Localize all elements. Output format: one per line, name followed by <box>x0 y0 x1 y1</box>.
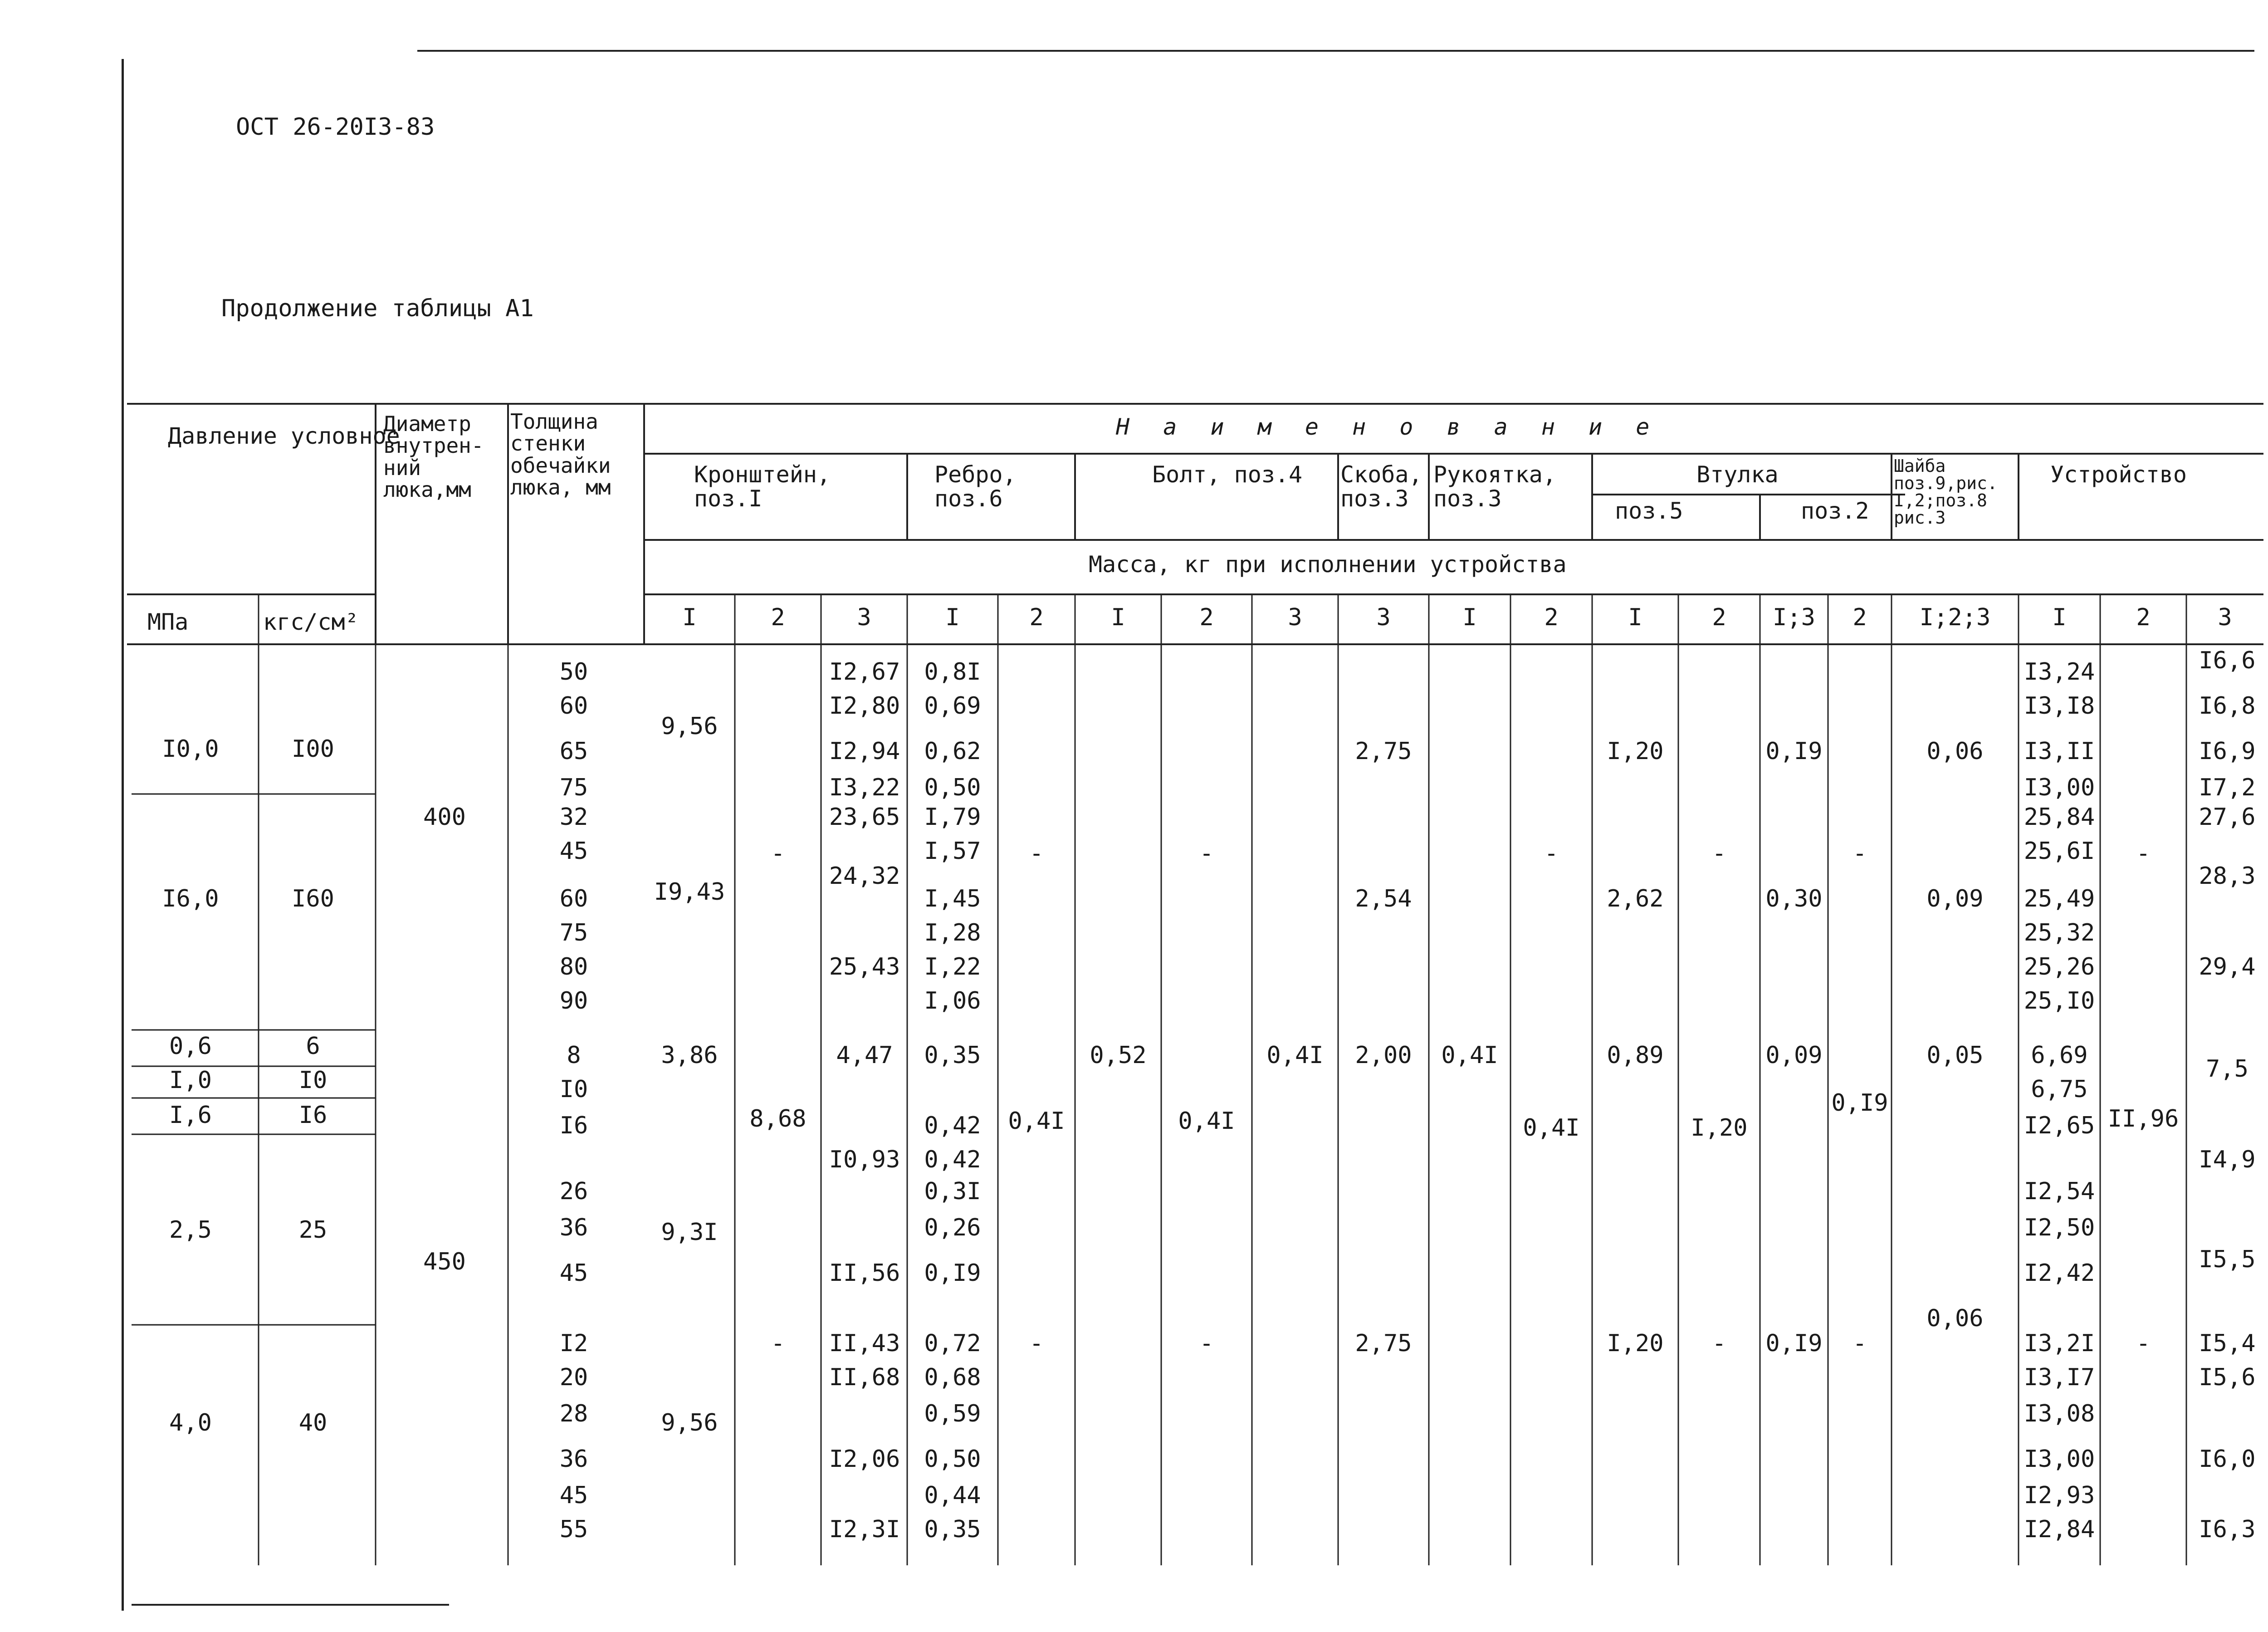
thickness-cell: 45 <box>559 838 588 865</box>
rebro-1-cell: 0,69 <box>924 692 981 720</box>
bolt-1-cell: 0,52 <box>1090 1042 1147 1069</box>
rebro-1-cell: 0,72 <box>924 1330 981 1357</box>
rukoyatka-1-cell: 0,4I <box>1441 1042 1498 1069</box>
skoba-cell: 2,75 <box>1355 1330 1412 1357</box>
vtulka5-2-cell: - <box>1712 1330 1726 1357</box>
rebro-1-cell: 0,42 <box>924 1112 981 1139</box>
vtulka2-2-cell: 0,I9 <box>1831 1089 1888 1117</box>
thickness-cell: 28 <box>559 1400 588 1427</box>
ustroistvo-header: Устройство <box>2050 461 2187 488</box>
thickness-cell: 32 <box>559 804 588 831</box>
vtulka5-2-cell: - <box>1712 840 1726 867</box>
thickness-cell: 50 <box>559 658 588 686</box>
rebro-1-cell: 0,62 <box>924 738 981 765</box>
vtulka5-1-cell: I,20 <box>1607 1330 1664 1357</box>
ustroistvo-1-cell: I2,84 <box>2024 1516 2095 1543</box>
rebro-1-cell: 0,35 <box>924 1516 981 1543</box>
kronshtein-3-cell: I2,06 <box>829 1446 900 1473</box>
ustroistvo-3-cell: I6,9 <box>2199 738 2256 765</box>
rebro-1-cell: 0,68 <box>924 1364 981 1391</box>
pressure-kgf-cell: 40 <box>298 1409 327 1436</box>
execution-label: I <box>1462 604 1477 631</box>
rebro-1-cell: I,45 <box>924 885 981 912</box>
pressure-mpa-header: МПа <box>147 609 189 635</box>
ustroistvo-1-cell: I3,08 <box>2024 1400 2095 1427</box>
kronshtein-3-cell: 23,65 <box>829 804 900 831</box>
pressure-mpa-cell: I0,0 <box>162 735 219 763</box>
thickness-cell: 8 <box>567 1042 581 1069</box>
ustroistvo-1-cell: I3,I8 <box>2024 692 2095 720</box>
ustroistvo-1-cell: I2,93 <box>2024 1482 2095 1509</box>
ustroistvo-1-cell: I2,42 <box>2024 1260 2095 1287</box>
kronshtein-3-cell: 4,47 <box>836 1042 893 1069</box>
rebro-1-cell: 0,35 <box>924 1042 981 1069</box>
ustroistvo-3-cell: I6,6 <box>2199 647 2256 674</box>
vtulka2-2-cell: - <box>1853 840 1867 867</box>
ustroistvo-1-cell: I3,I7 <box>2024 1364 2095 1391</box>
pressure-mpa-cell: 0,6 <box>169 1033 212 1060</box>
kronshtein-1-cell: 9,56 <box>661 1409 718 1436</box>
execution-label: 2 <box>1853 604 1867 631</box>
rebro-1-cell: 0,50 <box>924 774 981 801</box>
shaiba-cell: 0,05 <box>1926 1042 1984 1069</box>
diameter-cell: 400 <box>423 804 466 831</box>
execution-label: 2 <box>1029 604 1044 631</box>
kronshtein-3-cell: I3,22 <box>829 774 900 801</box>
execution-label: I <box>1628 604 1642 631</box>
rebro-header: Ребро, поз.6 <box>934 461 1017 512</box>
execution-label: I;3 <box>1773 604 1815 631</box>
pressure-header: Давление условное <box>168 423 400 449</box>
skoba-cell: 2,75 <box>1355 738 1412 765</box>
kronshtein-2-cell: - <box>771 1330 785 1357</box>
ustroistvo-1-cell: I3,00 <box>2024 1446 2095 1473</box>
kronshtein-3-cell: II,68 <box>829 1364 900 1391</box>
vtulka-header: Втулка <box>1696 461 1779 488</box>
execution-label: I <box>2052 604 2067 631</box>
mass-header: Масса, кг при исполнении устройства <box>1089 551 1567 578</box>
thickness-cell: 36 <box>559 1214 588 1241</box>
rebro-1-cell: I,22 <box>924 953 981 980</box>
kronshtein-3-cell: I2,3I <box>829 1516 900 1543</box>
rebro-1-cell: I,28 <box>924 919 981 946</box>
rebro-1-cell: 0,42 <box>924 1146 981 1173</box>
ustroistvo-2-cell: - <box>2136 840 2151 867</box>
kronshtein-3-cell: II,56 <box>829 1260 900 1287</box>
rebro-1-cell: 0,44 <box>924 1482 981 1509</box>
execution-label: 2 <box>1544 604 1559 631</box>
thickness-cell: 60 <box>559 692 588 720</box>
thickness-cell: 55 <box>559 1516 588 1543</box>
execution-label: I <box>1111 604 1125 631</box>
vtulka2-2-cell: - <box>1853 1330 1867 1357</box>
vtulka2-13-cell: 0,I9 <box>1765 1330 1823 1357</box>
pressure-mpa-cell: I,6 <box>169 1102 212 1129</box>
ustroistvo-3-cell: 7,5 <box>2206 1055 2248 1083</box>
rebro-1-cell: I,06 <box>924 987 981 1014</box>
pressure-mpa-cell: I,0 <box>169 1067 212 1094</box>
vtulka-pos5-header: поз.5 <box>1615 498 1683 524</box>
thickness-cell: 60 <box>559 885 588 912</box>
ustroistvo-1-cell: I2,50 <box>2024 1214 2095 1241</box>
ustroistvo-3-cell: 29,4 <box>2199 953 2256 980</box>
execution-label: 3 <box>857 604 871 631</box>
rebro-2-cell: 0,4I <box>1008 1108 1065 1135</box>
diameter-cell: 450 <box>423 1248 466 1275</box>
ustroistvo-3-cell: I4,9 <box>2199 1146 2256 1173</box>
kronshtein-header: Кронштейн, поз.I <box>694 461 831 512</box>
ustroistvo-1-cell: I3,24 <box>2024 658 2095 686</box>
thickness-cell: 45 <box>559 1482 588 1509</box>
ustroistvo-1-cell: I3,II <box>2024 738 2095 765</box>
thickness-cell: 80 <box>559 953 588 980</box>
vtulka5-1-cell: 0,89 <box>1607 1042 1664 1069</box>
pressure-mpa-cell: I6,0 <box>162 885 219 912</box>
execution-label: 2 <box>771 604 785 631</box>
kronshtein-1-cell: I9,43 <box>654 878 725 906</box>
kronshtein-2-cell: 8,68 <box>749 1105 807 1132</box>
pressure-kgf-cell: I6 <box>298 1102 327 1129</box>
shaiba-cell: 0,06 <box>1926 1305 1984 1332</box>
kronshtein-3-cell: I2,94 <box>829 738 900 765</box>
execution-label: 3 <box>1288 604 1302 631</box>
pressure-mpa-cell: 2,5 <box>169 1216 212 1244</box>
diameter-header: Диаметр внутрен-ний люка,мм <box>383 412 484 502</box>
ustroistvo-1-cell: 25,26 <box>2024 953 2095 980</box>
rukoyatka-2-cell: - <box>1544 840 1559 867</box>
table-caption: Продолжение таблицы А1 <box>221 295 534 322</box>
rebro-1-cell: 0,3I <box>924 1178 981 1205</box>
ustroistvo-1-cell: 6,69 <box>2031 1042 2088 1069</box>
bolt-3-cell: 0,4I <box>1266 1042 1324 1069</box>
ustroistvo-3-cell: 28,3 <box>2199 863 2256 890</box>
kronshtein-1-cell: 9,3I <box>661 1219 718 1246</box>
ustroistvo-1-cell: 25,I0 <box>2024 987 2095 1014</box>
ustroistvo-1-cell: I2,54 <box>2024 1178 2095 1205</box>
ustroistvo-3-cell: I5,5 <box>2199 1246 2256 1273</box>
rebro-1-cell: 0,26 <box>924 1214 981 1241</box>
ustroistvo-3-cell: I6,8 <box>2199 692 2256 720</box>
pressure-kgf-cell: I60 <box>292 885 334 912</box>
kronshtein-3-cell: 24,32 <box>829 863 900 890</box>
shaiba-header: Шайба поз.9,рис. I,2;поз.8 рис.3 <box>1894 456 1998 528</box>
kronshtein-3-cell: I2,80 <box>829 692 900 720</box>
vtulka5-1-cell: I,20 <box>1607 738 1664 765</box>
rebro-1-cell: 0,I9 <box>924 1260 981 1287</box>
thickness-cell: 26 <box>559 1178 588 1205</box>
vtulka2-13-cell: 0,30 <box>1765 885 1823 912</box>
execution-label: 3 <box>1376 604 1391 631</box>
thickness-cell: I2 <box>559 1330 588 1357</box>
rebro-1-cell: I,57 <box>924 838 981 865</box>
kronshtein-3-cell: 25,43 <box>829 953 900 980</box>
thickness-cell: 20 <box>559 1364 588 1391</box>
execution-label: I <box>682 604 697 631</box>
thickness-cell: 45 <box>559 1260 588 1287</box>
vtulka5-2-cell: I,20 <box>1691 1114 1748 1142</box>
ustroistvo-1-cell: 25,6I <box>2024 838 2095 865</box>
execution-label: 3 <box>2218 604 2232 631</box>
ustroistvo-1-cell: I3,2I <box>2024 1330 2095 1357</box>
execution-label: 2 <box>1199 604 1214 631</box>
thickness-cell: 75 <box>559 774 588 801</box>
pressure-kgf-cell: 6 <box>306 1033 320 1060</box>
kronshtein-3-cell: I0,93 <box>829 1146 900 1173</box>
vtulka-pos2-header: поз.2 <box>1801 498 1869 524</box>
ustroistvo-3-cell: I5,6 <box>2199 1364 2256 1391</box>
rebro-2-cell: - <box>1029 840 1044 867</box>
ustroistvo-1-cell: 25,49 <box>2024 885 2095 912</box>
ustroistvo-1-cell: I2,65 <box>2024 1112 2095 1139</box>
pressure-kgf-cell: I0 <box>298 1067 327 1094</box>
kronshtein-3-cell: II,43 <box>829 1330 900 1357</box>
rebro-1-cell: I,79 <box>924 804 981 831</box>
document-code: ОСТ 26-20I3-83 <box>236 113 435 141</box>
thickness-cell: 75 <box>559 919 588 946</box>
thickness-cell: 65 <box>559 738 588 765</box>
kronshtein-3-cell: I2,67 <box>829 658 900 686</box>
kronshtein-1-cell: 9,56 <box>661 713 718 740</box>
ustroistvo-3-cell: I5,4 <box>2199 1330 2256 1357</box>
execution-label: 2 <box>2136 604 2151 631</box>
rebro-2-cell: - <box>1029 1330 1044 1357</box>
pressure-kgf-cell: 25 <box>298 1216 327 1244</box>
vtulka2-13-cell: 0,09 <box>1765 1042 1823 1069</box>
bolt-2-cell: - <box>1199 840 1214 867</box>
pressure-mpa-cell: 4,0 <box>169 1409 212 1436</box>
thickness-cell: 90 <box>559 987 588 1014</box>
rebro-1-cell: 0,50 <box>924 1446 981 1473</box>
ustroistvo-3-cell: I6,0 <box>2199 1446 2256 1473</box>
shaiba-cell: 0,09 <box>1926 885 1984 912</box>
execution-label: I;2;3 <box>1919 604 1991 631</box>
ustroistvo-1-cell: 25,84 <box>2024 804 2095 831</box>
bolt-header: Болт, поз.4 <box>1152 461 1303 488</box>
execution-label: I <box>945 604 960 631</box>
rukoyatka-2-cell: 0,4I <box>1523 1114 1580 1142</box>
ustroistvo-1-cell: 25,32 <box>2024 919 2095 946</box>
skoba-cell: 2,54 <box>1355 885 1412 912</box>
pressure-kgf-cell: I00 <box>292 735 334 763</box>
skoba-header: Скоба, поз.3 <box>1340 461 1422 512</box>
ustroistvo-3-cell: I7,2 <box>2199 774 2256 801</box>
rebro-1-cell: 0,8I <box>924 658 981 686</box>
rebro-1-cell: 0,59 <box>924 1400 981 1427</box>
shaiba-cell: 0,06 <box>1926 738 1984 765</box>
vtulka2-13-cell: 0,I9 <box>1765 738 1823 765</box>
thickness-cell: I6 <box>559 1112 588 1139</box>
bolt-2-cell: - <box>1199 1330 1214 1357</box>
skoba-cell: 2,00 <box>1355 1042 1412 1069</box>
pressure-kgf-header: кгс/см² <box>263 609 359 635</box>
ustroistvo-2-cell: - <box>2136 1330 2151 1357</box>
name-header: Н а и м е н о в а н и е <box>1116 414 1660 440</box>
execution-label: 2 <box>1712 604 1726 631</box>
kronshtein-2-cell: - <box>771 840 785 867</box>
vtulka5-1-cell: 2,62 <box>1607 885 1664 912</box>
thickness-cell: I0 <box>559 1076 588 1103</box>
rukoyatka-header: Рукоятка, поз.3 <box>1433 461 1556 512</box>
ustroistvo-3-cell: I6,3 <box>2199 1516 2256 1543</box>
ustroistvo-2-cell: II,96 <box>2107 1105 2179 1132</box>
bolt-2-cell: 0,4I <box>1178 1108 1235 1135</box>
kronshtein-1-cell: 3,86 <box>661 1042 718 1069</box>
thickness-header: Толщина стенки обечайки люка, мм <box>510 409 611 500</box>
ustroistvo-1-cell: 6,75 <box>2031 1076 2088 1103</box>
ustroistvo-3-cell: 27,6 <box>2199 804 2256 831</box>
ustroistvo-1-cell: I3,00 <box>2024 774 2095 801</box>
thickness-cell: 36 <box>559 1446 588 1473</box>
